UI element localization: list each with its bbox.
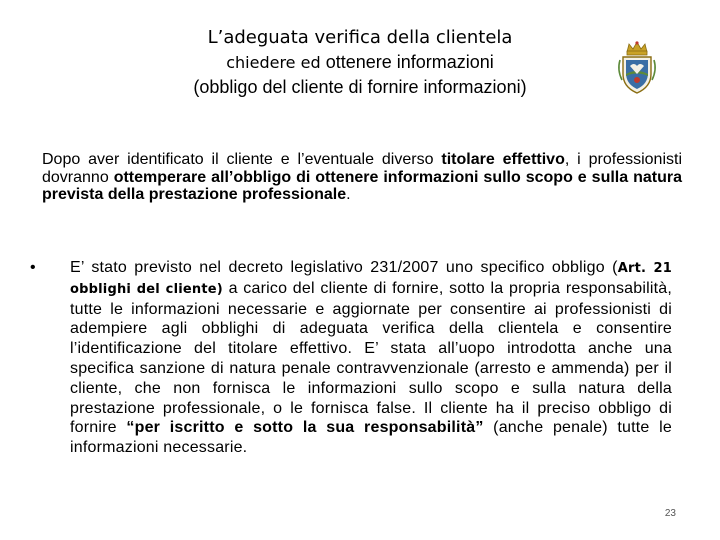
bullet-text-3: (anche penale) tutte le informazioni necessarie. bbox=[70, 419, 673, 457]
title-line-1: L’adeguata verifica della clientela bbox=[207, 27, 513, 48]
title-line-3: (obbligo del cliente di fornire informazioni) bbox=[193, 77, 527, 97]
intro-bold-titolare: titolare effettivo bbox=[441, 151, 565, 168]
bullet-text-2: a carico del cliente di fornire, sotto la propria responsabilità, tutte le informazioni necessarie e aggiornate per consentire ai professionisti di adempiere agli obblighi di adeguata verifica della clientela e consentire l’identificazione del titolare effettivo. E’ stata all’uopo introdotta anche una specifica sanzione di natura penale contravvenzionale (arresto e ammenda) per il cliente, che non fornisca le informazioni sullo scopo e sulla natura della prestazione professionale, o le fornisca false. Il cliente ha il preciso obbligo di fornire bbox=[70, 279, 672, 437]
intro-paragraph bbox=[42, 151, 682, 204]
bullet-bold-quote: “per iscritto e sotto la sua responsabilità” bbox=[126, 419, 484, 437]
page-number: 23 bbox=[664, 508, 676, 519]
slide-title bbox=[60, 26, 660, 99]
bullet-article-ref: Art. 21 obblighi del cliente) bbox=[70, 261, 672, 297]
title-line-2-prefix: chiedere ed bbox=[226, 53, 326, 72]
title-line-2-rest: ottenere informazioni bbox=[325, 52, 494, 72]
intro-text-1: Dopo aver identificato il cliente e l’eventuale diverso bbox=[42, 151, 442, 168]
bullet-paragraph bbox=[70, 258, 672, 458]
intro-bold-obbligo: ottemperare all’obbligo di ottenere informazioni sullo scopo e sulla natura prevista della prestazione professionale bbox=[42, 168, 682, 203]
bullet-text-1: E’ stato previsto nel decreto legislativo 231/2007 uno specifico obbligo ( bbox=[70, 259, 618, 276]
intro-text-2: , i professionisti dovranno bbox=[42, 151, 683, 186]
bullet-item bbox=[30, 258, 672, 458]
bullet-marker: • bbox=[30, 259, 36, 276]
intro-text-3: . bbox=[346, 186, 351, 203]
title-line-2 bbox=[60, 50, 660, 75]
crest-emblem-icon bbox=[614, 40, 660, 96]
